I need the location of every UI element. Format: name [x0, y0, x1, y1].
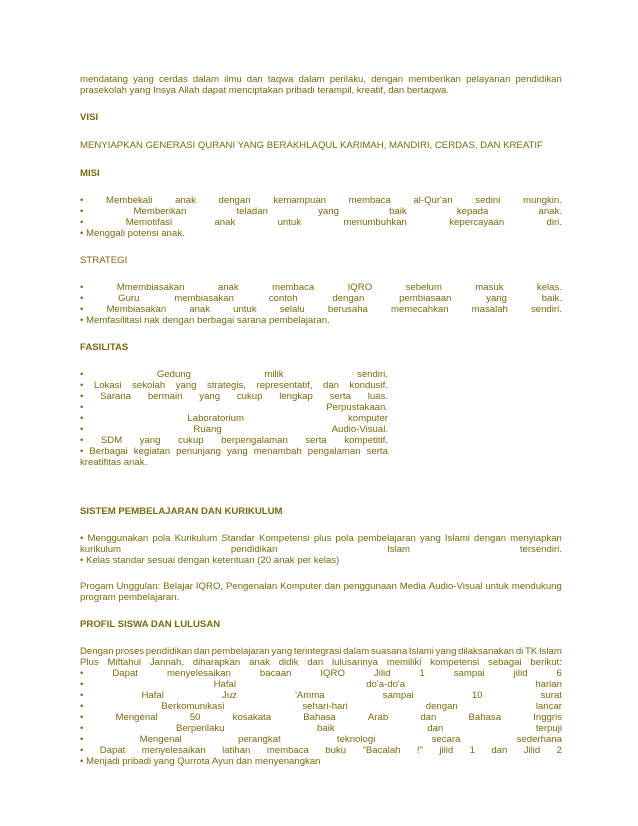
visi-heading: VISI	[80, 112, 99, 123]
word: al-Qur'an	[413, 195, 453, 206]
word: Standar	[221, 533, 255, 544]
word: Berkomunikasi	[161, 701, 225, 712]
word: bermain	[147, 391, 183, 402]
word: berpengalaman	[221, 435, 288, 446]
word: tersendiri.	[519, 544, 562, 555]
word: sederhana	[516, 734, 562, 745]
justified-line	[80, 206, 562, 217]
word: teknologi	[336, 734, 376, 745]
word: Juz	[222, 690, 237, 701]
word: Media	[399, 581, 426, 592]
word: Komputer	[280, 581, 322, 592]
word: serta	[305, 435, 327, 446]
word: !"	[416, 745, 423, 756]
justified-line	[80, 282, 562, 293]
word: secara	[431, 734, 461, 745]
word: •	[80, 668, 84, 679]
word: •	[80, 380, 84, 391]
word: IQRO	[320, 668, 345, 679]
word: •	[80, 723, 84, 734]
word: dan	[307, 657, 324, 668]
word: penunjang	[176, 446, 221, 457]
word: pola	[335, 533, 354, 544]
word: penggunaan	[343, 581, 397, 592]
word: untuk	[485, 581, 509, 592]
word: Menggunakan	[87, 533, 149, 544]
word: Islami	[408, 646, 434, 657]
word: Plus	[80, 657, 99, 668]
word: Kompetensi	[259, 533, 310, 544]
word: yang	[318, 206, 339, 217]
word: "Bacalah	[362, 745, 401, 756]
word: Mengenal	[139, 734, 182, 745]
word: 50	[189, 712, 201, 723]
word: menyelesaikan	[141, 745, 206, 756]
word: masalah	[471, 304, 508, 315]
sistem-list	[80, 533, 562, 566]
word: 2	[556, 745, 562, 756]
word: latihan	[222, 745, 251, 756]
word: Islam	[387, 544, 411, 555]
justified-line	[80, 195, 562, 206]
word: diri.	[546, 217, 562, 228]
word: contoh	[268, 293, 298, 304]
word: dalam	[192, 74, 219, 85]
word: Ruang	[193, 424, 222, 435]
word: memberikan	[408, 74, 461, 85]
word: kurikulum	[80, 544, 122, 555]
word: taqwa	[267, 74, 294, 85]
word: Memotifasi	[125, 217, 173, 228]
word: sampai	[453, 668, 485, 679]
word: terintegrasi	[293, 646, 342, 657]
word: pola	[152, 533, 171, 544]
word: Guru	[118, 293, 140, 304]
word: didik	[278, 657, 299, 668]
justified-line	[80, 544, 562, 555]
justified-line	[80, 304, 562, 315]
word: •	[80, 206, 84, 217]
word: Belajar	[163, 581, 193, 592]
justified-line	[80, 657, 562, 668]
word: anak.	[538, 206, 562, 217]
word: •	[80, 217, 84, 228]
word: Sarana	[100, 391, 132, 402]
strategi-list	[80, 282, 562, 326]
word: dan	[246, 74, 263, 85]
word: Bahasa	[303, 712, 336, 723]
word: untuk	[277, 217, 302, 228]
word: kepercayaan	[449, 217, 505, 228]
word: IQRO,	[195, 581, 224, 592]
word: teladan	[236, 206, 268, 217]
word: lengkap	[279, 391, 313, 402]
word: 10	[471, 690, 483, 701]
word: dengan	[425, 701, 458, 712]
word: menyiapkan	[510, 533, 562, 544]
word: dalam	[343, 646, 370, 657]
word: baik	[389, 206, 407, 217]
word: •	[80, 679, 84, 690]
spacer	[80, 483, 562, 505]
word: strategis,	[207, 380, 246, 391]
word: dilaksanakan	[458, 646, 515, 657]
word: pengalaman	[307, 446, 361, 457]
word: sendiri.	[357, 369, 388, 380]
word: Memberikan	[133, 206, 187, 217]
word: ilmu	[224, 74, 242, 85]
word: •	[80, 402, 84, 413]
word: kompetitif.	[344, 435, 388, 446]
word: yang	[435, 646, 457, 657]
word: luas.	[367, 391, 388, 402]
word: dengan	[474, 533, 507, 544]
profil-last-item: • Menjadi pribadi yang Qurrota Ayun dan menyenangkan	[80, 756, 321, 767]
word: •	[80, 195, 84, 206]
word: yang	[139, 435, 161, 446]
word: •	[80, 369, 84, 380]
word: Kurikulum	[174, 533, 218, 544]
word: mendukung	[511, 581, 562, 592]
profil-heading: PROFIL SISWA DAN LULUSAN	[80, 619, 221, 630]
justified-line	[80, 424, 388, 435]
misi-heading: MISI	[80, 168, 100, 179]
word: •	[80, 304, 84, 315]
document-page	[80, 74, 562, 782]
fasilitas-last-line: kreatifitas anak.	[80, 457, 148, 468]
visi-text: MENYIAPKAN GENERASI QURANI YANG BERAKHLAQUL KARIMAH, MANDIRI, CERDAS, DAN KREATIF	[80, 140, 543, 151]
word: Audio-Visual	[428, 581, 483, 592]
word: •	[80, 293, 84, 304]
word: kompetensi	[430, 657, 480, 668]
word: •	[80, 424, 84, 435]
word: selalu	[279, 304, 305, 315]
word: membaca	[272, 282, 315, 293]
word: pendidikan	[515, 74, 562, 85]
justified-line	[80, 723, 562, 734]
word: •	[80, 446, 84, 457]
word: membiasakan	[174, 293, 234, 304]
word: Jilid	[373, 668, 391, 679]
word: dan	[193, 646, 210, 657]
word: baik	[317, 723, 335, 734]
word: sekolah	[132, 380, 166, 391]
word: perangkat	[238, 734, 281, 745]
justified-line	[80, 679, 562, 690]
fasilitas-heading: FASILITAS	[80, 342, 129, 353]
word: terpuji	[535, 723, 562, 734]
strategi-heading: STRATEGI	[80, 255, 128, 266]
word: do'a-do'a	[366, 679, 406, 690]
word: IQRO	[347, 282, 373, 293]
word: serta	[366, 446, 388, 457]
word: dengan	[218, 195, 251, 206]
sistem-heading: SISTEM PEMBELAJARAN DAN KURIKULUM	[80, 506, 283, 517]
word: Gedung	[156, 369, 191, 380]
program-paragraph	[80, 581, 562, 603]
word: pembelajaran	[211, 646, 270, 657]
word: harian	[535, 679, 562, 690]
word: SDM	[100, 435, 123, 446]
word: berusaha	[327, 304, 368, 315]
word: berikut:	[530, 657, 562, 668]
word: Bahasa	[468, 712, 502, 723]
word: jilid	[513, 668, 528, 679]
word: diharapkan	[192, 657, 241, 668]
word: membaca	[348, 195, 391, 206]
word: dan	[491, 745, 508, 756]
word: •	[80, 690, 84, 701]
word: plus	[313, 533, 332, 544]
misi-list	[80, 195, 562, 239]
word: dan	[323, 380, 340, 391]
word: perilaku,	[329, 74, 367, 85]
justified-line	[80, 435, 388, 446]
word: Miftahul	[107, 657, 142, 668]
justified-line	[80, 380, 388, 391]
word: Berbagai	[89, 446, 128, 457]
justified-line	[80, 701, 562, 712]
word: anak	[214, 217, 236, 228]
word: pembiasaan	[399, 293, 452, 304]
word: Dapat	[112, 668, 138, 679]
word: Islam	[538, 646, 562, 657]
word: •	[80, 712, 84, 723]
word: bacaan	[259, 668, 292, 679]
word: •	[80, 533, 84, 544]
word: •	[80, 701, 84, 712]
word: proses	[115, 646, 145, 657]
word: representatif,	[256, 380, 313, 391]
word: memecahkan	[390, 304, 449, 315]
word: anak	[175, 195, 196, 206]
justified-line	[80, 446, 388, 457]
word: milik	[264, 369, 284, 380]
word: lulusannya	[332, 657, 378, 668]
word: Perpustakaan.	[326, 402, 388, 413]
word: Dengan	[80, 646, 114, 657]
word: anak	[189, 304, 211, 315]
word: cerdas	[158, 74, 188, 85]
word: Mengenal	[115, 712, 158, 723]
word: Lokasi	[93, 380, 122, 391]
word: cukup	[178, 435, 204, 446]
word: pelayanan	[466, 74, 511, 85]
word: Dapat	[99, 745, 126, 756]
justified-line	[80, 668, 562, 679]
intro-paragraph	[80, 74, 562, 96]
justified-line	[80, 581, 562, 592]
word: suasana	[370, 646, 408, 657]
word: yang	[419, 533, 441, 544]
word: Progam	[80, 581, 114, 592]
strategi-last-item: • Memfasilitasi nak dengan berbagai sarana pembelajaran.	[80, 315, 330, 326]
word: menumbuhkan	[343, 217, 407, 228]
word: lancar	[535, 701, 562, 712]
word: anak	[249, 657, 270, 668]
misi-last-item: • Menggali potensi anak.	[80, 228, 185, 239]
paragraph-last-line: prasekolah yang Insya Allah dapat menciptakan pribadi terampil, kreatif, dan bertaqwa.	[80, 85, 450, 96]
word: TK	[524, 646, 538, 657]
word: anak	[217, 282, 239, 293]
word: Arab	[367, 712, 389, 723]
word: yang	[199, 391, 221, 402]
word: masuk	[475, 282, 504, 293]
word: cukup	[236, 391, 263, 402]
word: •	[80, 734, 84, 745]
justified-line	[80, 734, 562, 745]
word: Unggulan:	[116, 581, 161, 592]
word: sampai	[382, 690, 414, 701]
word: kepada	[456, 206, 489, 217]
justified-line	[80, 74, 562, 85]
word: Membekali	[106, 195, 153, 206]
word: •	[80, 391, 84, 402]
word: memiliki	[386, 657, 422, 668]
justified-line	[80, 217, 562, 228]
word: Membiasakan	[106, 304, 167, 315]
word: pendidikan	[145, 646, 193, 657]
word: sehari-hari	[302, 701, 348, 712]
word: Mmembiasakan	[116, 282, 185, 293]
word: baik.	[541, 293, 562, 304]
word: di	[515, 646, 524, 657]
word: mungkin.	[523, 195, 562, 206]
word: dengan	[371, 74, 404, 85]
word: dalam	[298, 74, 325, 85]
word: 1	[419, 668, 425, 679]
word: sedini	[475, 195, 501, 206]
word: dan	[420, 712, 437, 723]
word: menambah	[253, 446, 302, 457]
justified-line	[80, 391, 388, 402]
word: kemampuan	[273, 195, 326, 206]
word: pendidikan	[230, 544, 278, 555]
justified-line	[80, 745, 562, 756]
sistem-last-item: • Kelas standar sesuai dengan ketentuan (20 anak per kelas)	[80, 555, 340, 566]
word: yang	[226, 446, 248, 457]
word: dan	[427, 723, 444, 734]
justified-line	[80, 402, 388, 413]
word: untuk	[233, 304, 257, 315]
justified-line	[80, 533, 562, 544]
justified-line	[80, 293, 562, 304]
word: Inggris	[533, 712, 562, 723]
justified-line	[80, 369, 388, 380]
justified-line	[80, 413, 388, 424]
program-last-line: program pembelajaran.	[80, 592, 180, 603]
fasilitas-list	[80, 369, 388, 468]
word: sebagai	[488, 657, 522, 668]
word: kondusif.	[349, 380, 388, 391]
word: yang	[133, 74, 154, 85]
word: Jannah,	[149, 657, 184, 668]
word: buku	[325, 745, 347, 756]
word: yang	[175, 380, 197, 391]
word: membaca	[266, 745, 309, 756]
word: kelas.	[536, 282, 562, 293]
word: dan	[324, 581, 341, 592]
word: sendiri.	[530, 304, 562, 315]
word: sebelum	[405, 282, 442, 293]
word: 6	[556, 668, 562, 679]
word: mendatang	[80, 74, 129, 85]
profil-list	[80, 646, 562, 767]
word: Berperilaku	[175, 723, 225, 734]
word: jilid	[439, 745, 454, 756]
word: dengan	[332, 293, 365, 304]
word: menyelesaikan	[166, 668, 231, 679]
justified-line	[80, 690, 562, 701]
word: Islami	[444, 533, 470, 544]
word: kegiatan	[133, 446, 171, 457]
word: yang	[486, 293, 507, 304]
word: surat	[540, 690, 562, 701]
justified-line	[80, 646, 562, 657]
word: •	[80, 435, 84, 446]
word: yang	[271, 646, 293, 657]
word: Jilid	[523, 745, 541, 756]
word: •	[80, 282, 84, 293]
word: Hafal	[141, 690, 164, 701]
word: komputer	[347, 413, 388, 424]
word: serta	[329, 391, 351, 402]
word: Hafal	[213, 679, 236, 690]
word: Pengenalan	[225, 581, 278, 592]
word: kosakata	[232, 712, 272, 723]
justified-line	[80, 712, 562, 723]
word: pembelajaran	[357, 533, 416, 544]
word: 'Amma	[295, 690, 325, 701]
word: Laboratorium	[187, 413, 244, 424]
word: •	[80, 745, 84, 756]
word: 1	[469, 745, 475, 756]
word: •	[80, 413, 84, 424]
word: Audio-Visual.	[331, 424, 388, 435]
